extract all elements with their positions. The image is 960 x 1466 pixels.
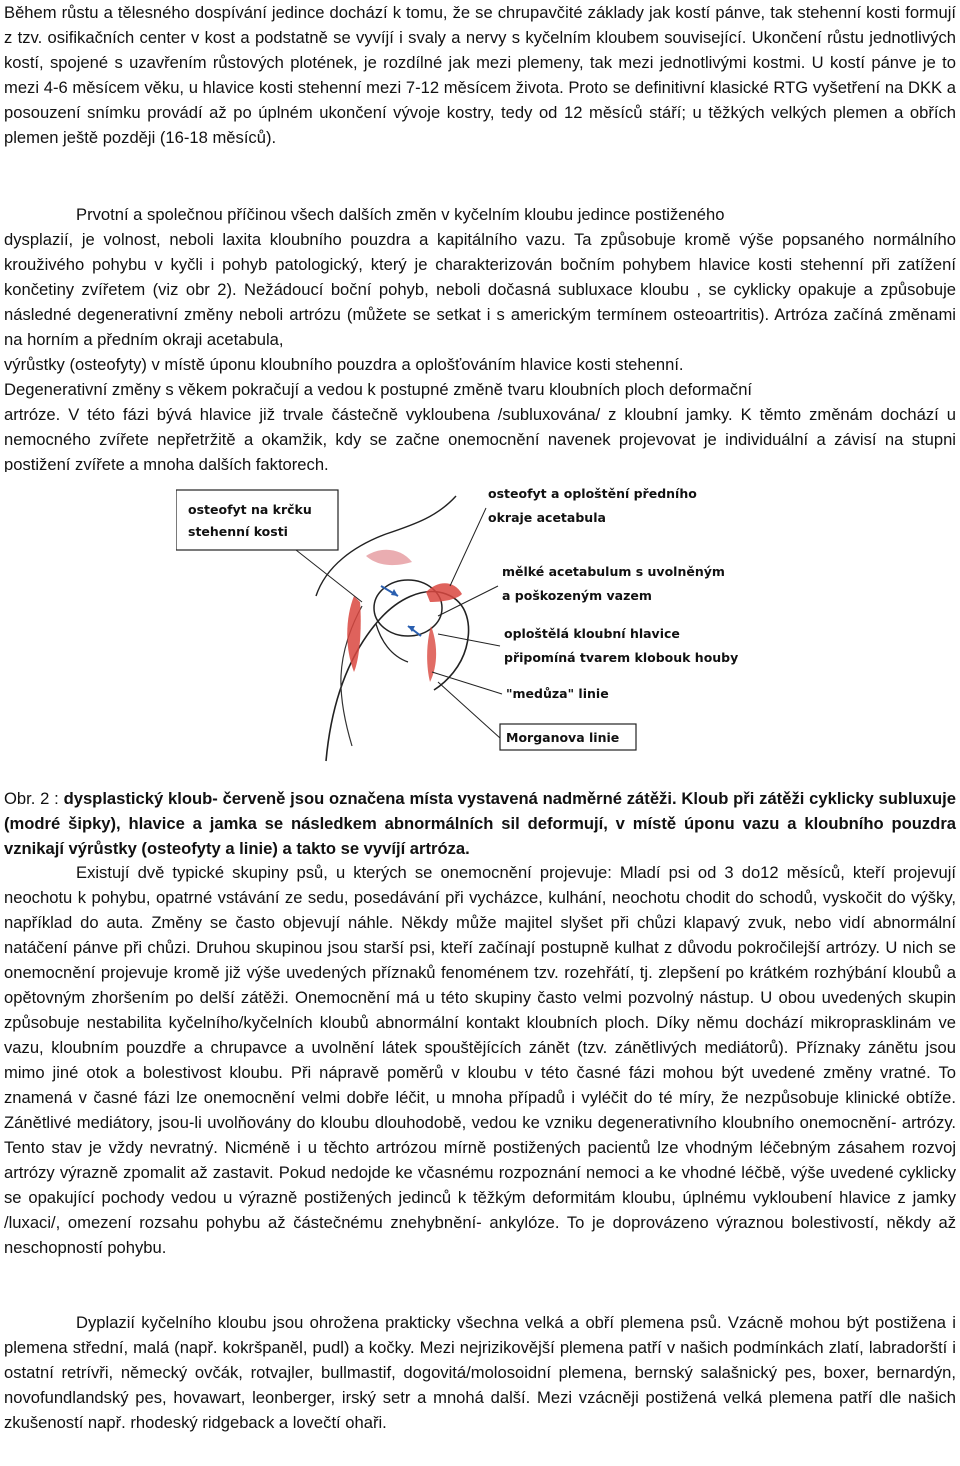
paragraph-two-groups: Existují dvě typické skupiny psů, u kterých se onemocnění projevuje: Mladí psi od 3 do12 měsíců, kteří projevují neochotu k pohybu, opatrné vstávání ze sedu, posedávání při vycházce, kulhání, neochotu chodit do schodů, vyskočit do výšky, například do auta. Změny se často objevují náhle. Někdy může majitel slyšet při chůzi klapavý zvuk, nebo vidí abnormální natáčení pánve při chůzi. Druhou skupinou jsou starší psi, kteří začínají postupně kulhat z důvodu pokročilejší artrózy. U nich se onemocnění projevuje kromě již výše uvedených příznaků fenoménem tzv. rozehřátí, tj. zlepšení po krátkém rozhýbání kloubů a opětovným zhoršením po delší zátěži. Onemocnění má u této skupiny často velmi pozvolný nástup. U obou uvedených skupin způsobuje nestabilita kyčelního/kyčelních kloubů abnormální kontakt kloubních ploch. Díky němu dochází mikroprasklinám ve vazu, kloubním pouzdře a chrupavce a uvolnění látek spouštějících zánět (tzv. zánětlivých mediátorů). Příznaky zánětu jsou mimo jiné otok a bolestivost kloubu. Při nápravě poměrů v kloubu v této časné fázi mohou být uvedené změny vratné. To znamená v časné fázi lze onemocnění velmi dobře léčit, u mnoha případů i vyléčit do té míry, že nezpůsobuje klinické obtíže. Zánětlivé mediátory, jsou-li uvolňovány do kloubu dlouhodobě, vedou ke vzniku degenerativního kloubního onemocnění- artrózy. Tento stav je vždy nevratný. Nicméně i u těchto artrózou mírně postižených pacientů lze vhodným léčebným zásahem rozvoj artrózy výrazně zpomalit až zastavit. Pokud nedojde ke včasnému rozpoznání nemoci a ke vhodné léčbě, výše uvedené cyklicky se opakující pochody vedou u výrazně postižených jedinců k těžkým deformitám kloubu, úplnému vykloubení hlavice z jamky /luxaci/, omezení rozsahu pohybu až částečnému znehybnění- ankylóze. To je doprovázeno výraznou bolestivostí, někdy až neschopností pohybu. [4,863,956,1257]
label-oplostela-line2: připomíná tvarem klobouk houby [504,650,739,665]
figure-caption [4,786,956,861]
paragraph-growth: Během růstu a tělesného dospívání jedince dochází k tomu, že se chrupavčité základy jak kostí pánve, tak stehenní kosti formují z tzv. osifikačních center v kost a podstatně se vyvíjí i svaly a nervy s kyčelním kloubem související. Ukončení růstu jednotlivých kostí, spojené s uzavřením růstových plotének, je rozdílné jak mezi plemeny, tak mezi jednotlivými kostmi. U kostí pánve je to mezi 4-6 měsícem věku, u hlavice kosti stehenní mezi 7-12 měsícem života. Proto se definitivní klasické RTG vyšetření na DKK a posouzení snímku provádí až po úplném ukončení vývoje kostry, tedy od 12 měsíců stáří; u těžkých velkých plemen a obřích plemen ještě později (16-18 měsíců). [4,3,956,147]
label-osteofyt-line2: stehenní kosti [188,524,288,539]
label-oplostela-line1: oploštělá kloubní hlavice [504,626,680,641]
paragraph-laxity: dysplazií, je volnost, neboli laxita kloubního pouzdra a kapitálního vazu. Ta způsobuje kromě výše popsaného normálního krouživého pohybu v kyčli i pohyb patologický, který je charakterizován bočním pohybem hlavice kosti stehenní při zatížení končetiny zvířetem (viz obr 2). Nežádoucí boční pohyb, neboli dočasná subluxace kloubu , se cyklicky opakuje a způsobuje následné degenerativní změny neboli artrózu (můžete se setkat i s americkým termínem osteoartritis). Artróza začíná změnami na horním a předním okraji acetabula, [4,230,956,349]
paragraph-laxity-tail: artróze. V této fázi bývá hlavice již trvale částečně vykloubena /subluxována/ z kloubní jamky. K těmto změnám dochází u nemocného zvířete nepřetržitě a okamžik, kdy se začne onemocnění navenek projevovat je individuální a závisí na stupni postižení zvířete a mnoha dalších faktorech. [4,405,956,472]
label-osteofyt-line1: osteofyt na krčku [188,502,312,517]
dysplastic-hip-figure [176,476,786,776]
label-osteofyt-oplosteni-line1: osteofyt a oploštění předního [488,486,697,501]
label-meduza: "medůza" linie [506,686,609,701]
label-osteofyt-oplosteni-line2: okraje acetabula [488,510,606,525]
paragraph-laxity-line-osteofyty: výrůstky (osteofyty) v místě úponu kloubního pouzdra a oplošťováním hlavice kosti stehenní. [4,355,684,374]
paragraph-laxity-line-degenerative: Degenerativní změny s věkem pokračují a vedou k postupné změně tvaru kloubních ploch deformační [4,380,753,399]
caption-bold-text: dysplastický kloub- červeně jsou označena místa vystavená nadměrné zátěži. Kloub při zátěži cyklicky subluxuje (modré šipky), hlavice a jamka se následkem abnormálních sil deformují, v místě úponu vazu a kloubního pouzdra vznikají výrůstky (osteofyty a linie) a takto se vyvíjí artróza. [4,789,956,858]
label-morganova: Morganova linie [506,730,620,745]
paragraph-laxity-first-line: Prvotní a společnou příčinou všech dalších změn v kyčelním kloubu jedince postiženého [76,205,725,224]
caption-prefix: Obr. 2 : [4,789,64,808]
paragraph-laxity-tail-wrapper [4,402,956,472]
label-melke-line1: mělké acetabulum s uvolněným [502,564,725,579]
label-melke-line2: a poškozeným vazem [502,588,652,603]
paragraph-breeds: Dyplazií kyčelního kloubu jsou ohrožena prakticky všechna velká a obří plemena psů. Vzácně mohou být postižena i plemena střední, malá (např. kokršpaněl, pudl) a kočky. Mezi nejrizikovější plemena patří v našich podmínkách zlatí, labradorští i ostatní retrívři, německý ovčák, rotvajler, bullmastif, dogovitá/molosoidní plemena, bernský salašnický pes, boxer, bernardýn, novofundlandský pes, hovawart, leonberger, irský setr a mnohá další. Mezi vzácněji postižená velká plemena patří dle našich zkušeností např. rhodeský ridgeback a lovečtí ohaři. [4,1313,956,1432]
